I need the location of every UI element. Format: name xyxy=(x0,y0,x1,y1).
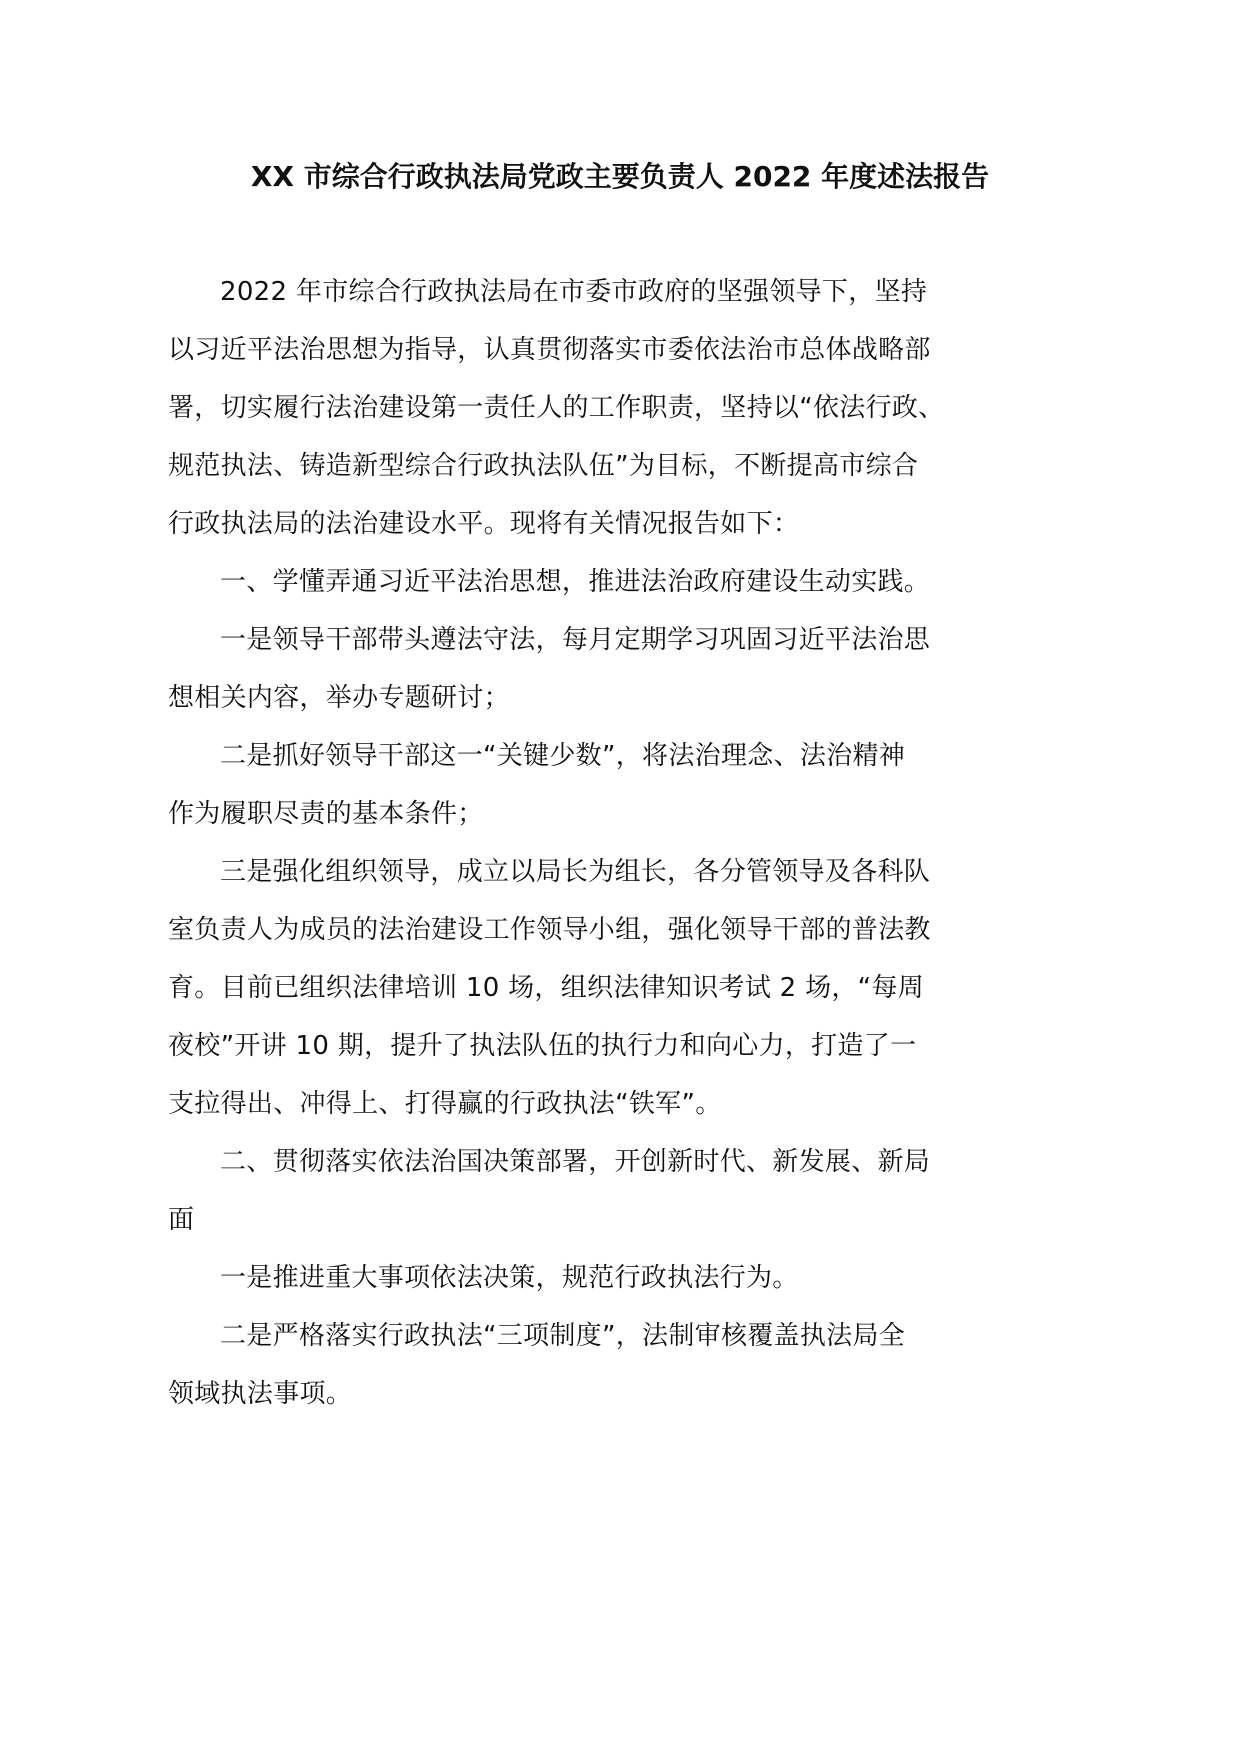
paragraph-line: 育。目前已组织法律培训 10 场，组织法律知识考试 2 场，“每周 xyxy=(168,973,925,1003)
paragraph-line: 一是领导干部带头遵法守法，每月定期学习巩固习近平法治思 xyxy=(220,625,931,655)
paragraph-line: 三是强化组织领导，成立以局长为组长，各分管领导及各科队 xyxy=(220,857,931,887)
paragraph-line: 领域执法事项。 xyxy=(168,1379,353,1409)
paragraph-line: 支拉得出、冲得上、打得赢的行政执法“铁军”。 xyxy=(168,1089,722,1119)
paragraph-line: 规范执法、铸造新型综合行政执法队伍”为目标，不断提高市综合 xyxy=(168,451,919,481)
section-heading-continued: 面 xyxy=(168,1205,195,1235)
paragraph-line: 夜校”开讲 10 期，提升了执法队伍的执行力和向心力，打造了一 xyxy=(168,1031,917,1061)
paragraph-line: 作为履职尽责的基本条件； xyxy=(168,799,484,829)
paragraph-line: 以习近平法治思想为指导，认真贯彻落实市委依法治市总体战略部 xyxy=(168,335,931,365)
paragraph-line: 2022 年市综合行政执法局在市委市政府的坚强领导下，坚持 xyxy=(220,277,928,307)
section-heading: 一、学懂弄通习近平法治思想，推进法治政府建设生动实践。 xyxy=(220,567,931,597)
paragraph-line: 二是严格落实行政执法“三项制度”，法制审核覆盖执法局全 xyxy=(220,1321,906,1351)
paragraph-line: 署，切实履行法治建设第一责任人的工作职责，坚持以“依法行政、 xyxy=(168,393,945,423)
document-title: XX 市综合行政执法局党政主要负责人 2022 年度述法报告 xyxy=(250,160,990,193)
document-body xyxy=(168,263,1088,1423)
paragraph-line: 一是推进重大事项依法决策，规范行政执法行为。 xyxy=(220,1263,799,1293)
paragraph-line: 二是抓好领导干部这一“关键少数”，将法治理念、法治精神 xyxy=(220,741,906,771)
paragraph-line: 行政执法局的法治建设水平。现将有关情况报告如下： xyxy=(168,509,800,539)
paragraph-line: 室负责人为成员的法治建设工作领导小组，强化领导干部的普法教 xyxy=(168,915,931,945)
section-heading: 二、贯彻落实依法治国决策部署，开创新时代、新发展、新局 xyxy=(220,1147,931,1177)
paragraph-line: 想相关内容，举办专题研讨； xyxy=(168,683,510,713)
